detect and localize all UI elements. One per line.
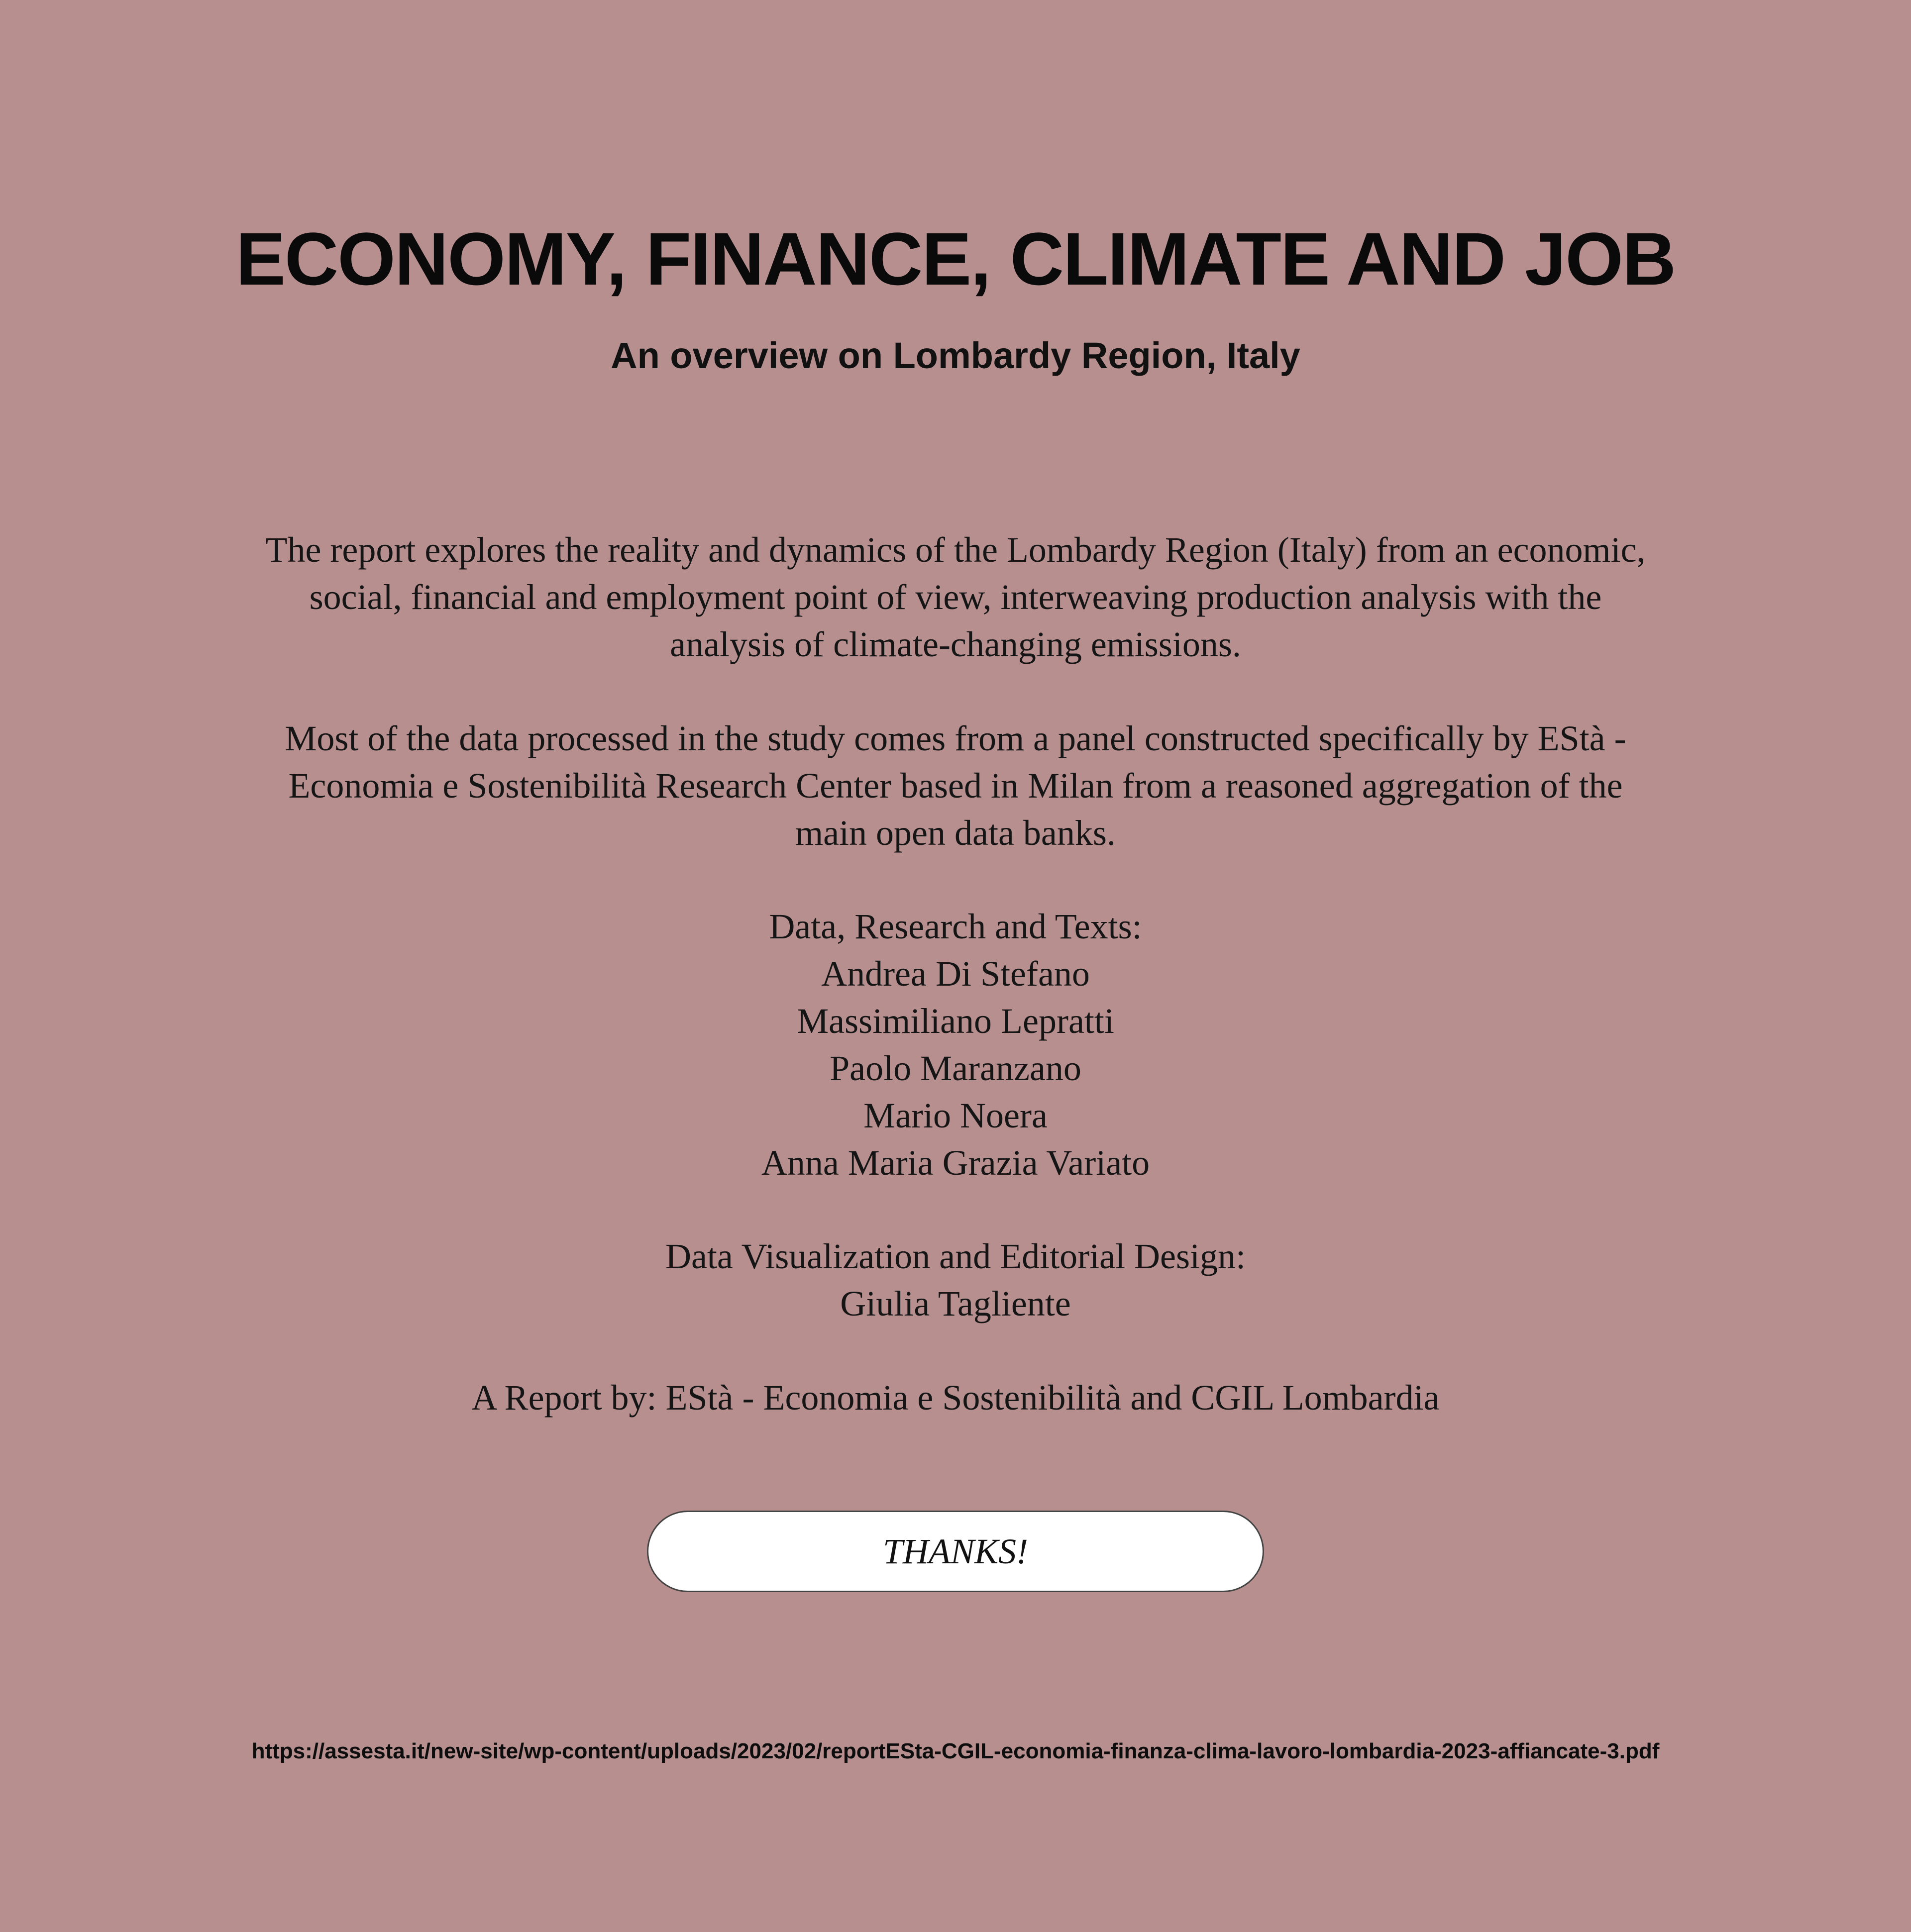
page-title: ECONOMY, FINANCE, CLIMATE AND JOB <box>235 217 1676 301</box>
author-name: Mario Noera <box>863 1096 1048 1135</box>
text-line: The report explores the reality and dynamics of the Lombardy Region (Italy) from an economic, <box>265 530 1646 570</box>
design-heading: Data Visualization and Editorial Design: <box>665 1236 1246 1276</box>
text-line: main open data banks. <box>795 813 1116 853</box>
author-name: Paolo Maranzano <box>830 1048 1081 1088</box>
author-name: Andrea Di Stefano <box>821 954 1090 994</box>
thanks-button[interactable] <box>647 1511 1264 1592</box>
source-link[interactable]: https://assesta.it/new-site/wp-content/uploads/2023/02/reportESta-CGIL-economia-finanza-clima-lavoro-lombardia-2023-affiancate-3.pdf <box>251 1739 1660 1763</box>
intro-paragraph-2 <box>159 715 1752 857</box>
designer-name: Giulia Tagliente <box>840 1284 1071 1323</box>
text-line: analysis of climate-changing emissions. <box>670 624 1241 664</box>
research-credits <box>159 903 1752 1187</box>
text-line: Economia e Sostenibilità Research Center based in Milan from a reasoned aggregation of the <box>288 766 1623 806</box>
byline-text: A Report by: EStà - Economia e Sostenibilità and CGIL Lombardia <box>471 1378 1440 1418</box>
thanks-button-label: THANKS! <box>882 1531 1029 1571</box>
design-credits <box>159 1233 1752 1327</box>
page-subtitle: An overview on Lombardy Region, Italy <box>611 335 1300 376</box>
report-byline <box>159 1374 1752 1422</box>
text-line: social, financial and employment point of view, interweaving production analysis with the <box>309 577 1602 617</box>
author-name: Massimiliano Lepratti <box>797 1001 1114 1041</box>
author-name: Anna Maria Grazia Variato <box>761 1143 1150 1183</box>
text-line: Most of the data processed in the study comes from a panel constructed specifically by EStà - <box>285 718 1626 758</box>
intro-paragraph-1 <box>159 526 1752 668</box>
research-heading: Data, Research and Texts: <box>769 907 1142 946</box>
